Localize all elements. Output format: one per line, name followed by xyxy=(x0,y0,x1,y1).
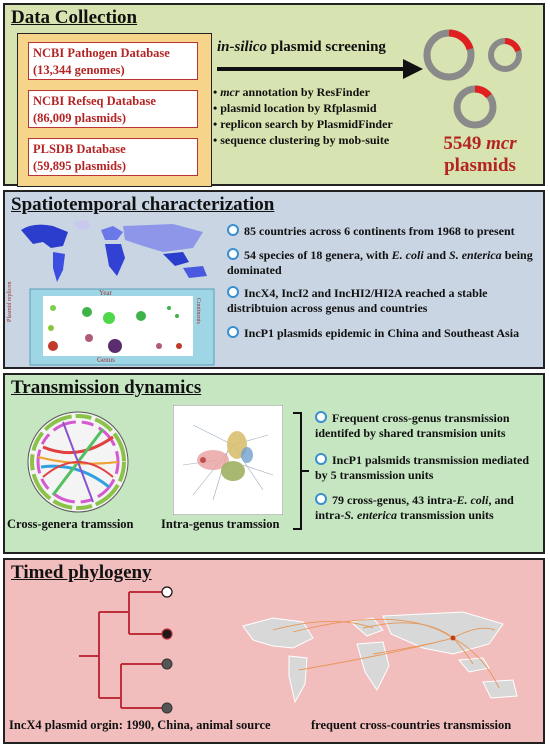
step-item: • replicon search by PlasmidFinder xyxy=(213,117,393,131)
bullet-circle-icon xyxy=(227,224,239,236)
figure-caption: Intra-genus tramssion xyxy=(161,517,280,531)
bullet-circle-icon xyxy=(227,286,239,298)
network-graph-figure xyxy=(173,405,283,515)
transmission-panel xyxy=(3,373,545,554)
screening-title: in-silico plasmid screening xyxy=(217,39,386,55)
bubble-axis-label: Continents xyxy=(195,298,201,325)
panel-title: Transmission dynamics xyxy=(11,377,202,398)
bubble-chart-figure xyxy=(29,288,215,366)
step-item: • plasmid location by Rfplasmid xyxy=(213,101,377,115)
step-item: • mcr annotation by ResFinder xyxy=(213,85,370,99)
finding-item: IncP1 plasmids epidemic in China and Southeast Asia xyxy=(227,326,539,341)
database-box: PLSDB Database (59,895 plasmids) xyxy=(28,138,198,176)
database-box: NCBI Refseq Database (86,009 plasmids) xyxy=(28,90,198,128)
bracket-shape xyxy=(291,411,311,531)
finding-item: IncX4, IncI2 and IncHI2/HI2A reached a stable distribtuion across genus and countries xyxy=(227,286,488,315)
finding-item: IncP1 palsmids transmission mediated by 5 transmission units xyxy=(315,453,530,482)
result-count: 5549 mcr plasmids xyxy=(443,133,517,176)
phylogeny-panel xyxy=(3,558,545,744)
spatiotemporal-panel xyxy=(3,190,545,369)
finding-item: Frequent cross-genus transmission identifed by shared transmision units xyxy=(315,411,510,440)
phylogenetic-tree-figure xyxy=(75,584,205,714)
bullet-circle-icon xyxy=(315,453,327,465)
database-group xyxy=(17,33,212,187)
panel-title: Timed phylogeny xyxy=(11,562,152,583)
figure-caption: IncX4 plasmid orgin: 1990, China, animal source xyxy=(9,718,271,732)
database-box: NCBI Pathogen Database (13,344 genomes) xyxy=(28,42,198,80)
circular-network-figure xyxy=(13,407,153,517)
figure-caption: frequent cross-countries transmission xyxy=(311,718,512,732)
plasmid-rings-icon xyxy=(417,25,537,135)
transmission-map-figure xyxy=(233,604,539,714)
data-collection-panel xyxy=(3,3,545,186)
figure-caption: Cross-genera tramssion xyxy=(7,517,134,531)
world-map-figure xyxy=(13,218,218,286)
bullet-circle-icon xyxy=(315,411,327,423)
bubble-axis-label: Year xyxy=(99,289,112,297)
bullet-circle-icon xyxy=(227,248,239,260)
bullet-circle-icon xyxy=(315,493,327,505)
bubble-axis-label: Genus xyxy=(97,356,115,364)
finding-item: 79 cross-genus, 43 intra-E. coli, and intra-S. enterica transmission units xyxy=(315,493,514,522)
bubble-axis-label: Plasmid replicon xyxy=(7,281,13,322)
panel-title: Spatiotemporal characterization xyxy=(11,194,275,215)
finding-item: 85 countries across 6 continents from 1968 to present xyxy=(227,224,539,239)
step-item: • sequence clustering by mob-suite xyxy=(213,133,390,147)
bullet-circle-icon xyxy=(227,326,239,338)
panel-title: Data Collection xyxy=(11,7,138,28)
screening-arrow xyxy=(215,57,425,81)
finding-item: 54 species of 18 genera, with E. coli and S. enterica being dominated xyxy=(227,248,533,277)
